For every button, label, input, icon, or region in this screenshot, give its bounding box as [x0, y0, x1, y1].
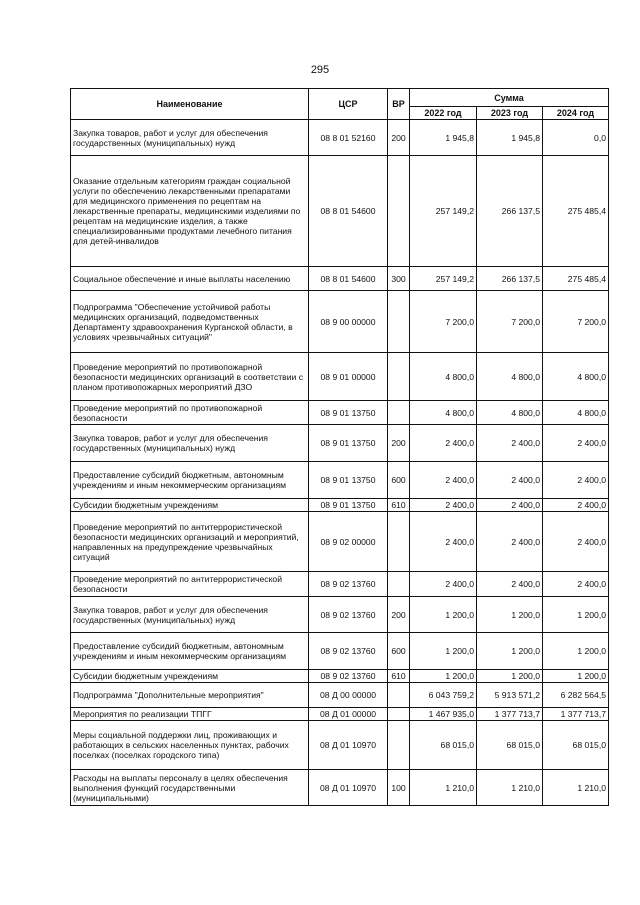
row-value-2023: 266 137,5 — [477, 156, 543, 267]
row-csr: 08 9 01 00000 — [309, 353, 388, 401]
row-value-2023: 2 400,0 — [477, 499, 543, 512]
row-name: Подпрограмма "Обеспечение устойчивой работы медицинских организаций, подведомственных Департаменту здравоохранения Курганской области, в условиях чрезвычайных ситуаций" — [71, 291, 309, 353]
row-value-2024: 2 400,0 — [543, 572, 609, 597]
table-body — [71, 120, 609, 806]
header-year-2022: 2022 год — [410, 107, 477, 120]
row-value-2023: 5 913 571,2 — [477, 683, 543, 708]
row-name: Расходы на выплаты персоналу в целях обеспечения выполнения функций государственными (муниципальными) — [71, 770, 309, 806]
row-value-2024: 6 282 564,5 — [543, 683, 609, 708]
row-csr: 08 9 01 13750 — [309, 499, 388, 512]
row-vr: 610 — [388, 670, 410, 683]
row-csr: 08 9 02 13760 — [309, 633, 388, 670]
row-vr — [388, 353, 410, 401]
row-value-2022: 4 800,0 — [410, 401, 477, 425]
row-vr — [388, 708, 410, 721]
row-name: Социальное обеспечение и иные выплаты населению — [71, 267, 309, 291]
row-value-2023: 2 400,0 — [477, 462, 543, 499]
row-value-2023: 1 945,8 — [477, 120, 543, 156]
row-value-2023: 68 015,0 — [477, 721, 543, 770]
row-vr: 200 — [388, 597, 410, 633]
table-row — [71, 267, 609, 291]
row-value-2022: 1 945,8 — [410, 120, 477, 156]
table-row — [71, 353, 609, 401]
row-name: Проведение мероприятий по антитеррористической безопасности медицинских организаций и мероприятий, направленных на предупреждение чрезвычайных ситуаций — [71, 512, 309, 572]
row-vr — [388, 721, 410, 770]
table-row — [71, 683, 609, 708]
row-value-2024: 1 377 713,7 — [543, 708, 609, 721]
row-vr — [388, 512, 410, 572]
row-vr — [388, 572, 410, 597]
row-csr: 08 8 01 54600 — [309, 156, 388, 267]
row-value-2023: 2 400,0 — [477, 425, 543, 462]
row-value-2022: 6 043 759,2 — [410, 683, 477, 708]
row-value-2024: 1 200,0 — [543, 597, 609, 633]
row-name: Закупка товаров, работ и услуг для обеспечения государственных (муниципальных) нужд — [71, 597, 309, 633]
row-value-2023: 1 200,0 — [477, 597, 543, 633]
row-vr: 600 — [388, 633, 410, 670]
row-vr: 610 — [388, 499, 410, 512]
row-csr: 08 Д 01 10970 — [309, 770, 388, 806]
row-vr — [388, 156, 410, 267]
row-csr: 08 9 02 13760 — [309, 572, 388, 597]
row-name: Проведение мероприятий по противопожарной безопасности медицинских организаций в соответствии с планом противопожарных мероприятий ДЗО — [71, 353, 309, 401]
row-value-2023: 4 800,0 — [477, 353, 543, 401]
row-value-2024: 4 800,0 — [543, 401, 609, 425]
table-row — [71, 425, 609, 462]
row-name: Субсидии бюджетным учреждениям — [71, 670, 309, 683]
row-value-2022: 68 015,0 — [410, 721, 477, 770]
row-csr: 08 9 01 13750 — [309, 425, 388, 462]
row-name: Меры социальной поддержки лиц, проживающих и работающих в сельских населенных пунктах, рабочих поселках (поселках городского типа) — [71, 721, 309, 770]
row-vr: 200 — [388, 425, 410, 462]
row-name: Предоставление субсидий бюджетным, автономным учреждениям и иным некоммерческим организациям — [71, 462, 309, 499]
table-row — [71, 291, 609, 353]
row-value-2024: 2 400,0 — [543, 512, 609, 572]
page-number: 295 — [310, 64, 330, 76]
row-vr: 200 — [388, 120, 410, 156]
row-csr: 08 9 01 13750 — [309, 462, 388, 499]
row-csr: 08 Д 00 00000 — [309, 683, 388, 708]
row-csr: 08 8 01 54600 — [309, 267, 388, 291]
row-value-2022: 4 800,0 — [410, 353, 477, 401]
table-row — [71, 499, 609, 512]
row-value-2022: 2 400,0 — [410, 462, 477, 499]
table-row — [71, 156, 609, 267]
row-csr: 08 9 02 13760 — [309, 670, 388, 683]
row-value-2022: 2 400,0 — [410, 499, 477, 512]
row-value-2023: 266 137,5 — [477, 267, 543, 291]
row-csr: 08 9 00 00000 — [309, 291, 388, 353]
row-value-2024: 275 485,4 — [543, 156, 609, 267]
row-vr: 100 — [388, 770, 410, 806]
row-value-2024: 2 400,0 — [543, 499, 609, 512]
row-vr — [388, 291, 410, 353]
row-value-2023: 1 200,0 — [477, 670, 543, 683]
table-row — [71, 120, 609, 156]
row-name: Субсидии бюджетным учреждениям — [71, 499, 309, 512]
row-vr — [388, 401, 410, 425]
row-name: Проведение мероприятий по антитеррористической безопасности — [71, 572, 309, 597]
row-name: Подпрограмма "Дополнительные мероприятия" — [71, 683, 309, 708]
table-row — [71, 770, 609, 806]
budget-table — [70, 88, 609, 806]
row-value-2022: 257 149,2 — [410, 156, 477, 267]
row-value-2023: 4 800,0 — [477, 401, 543, 425]
table-row — [71, 572, 609, 597]
row-value-2024: 1 200,0 — [543, 670, 609, 683]
table-row — [71, 708, 609, 721]
table-row — [71, 597, 609, 633]
row-value-2022: 1 200,0 — [410, 597, 477, 633]
row-csr: 08 9 02 00000 — [309, 512, 388, 572]
row-vr: 300 — [388, 267, 410, 291]
row-value-2023: 1 210,0 — [477, 770, 543, 806]
row-value-2023: 2 400,0 — [477, 572, 543, 597]
row-vr: 600 — [388, 462, 410, 499]
row-value-2024: 7 200,0 — [543, 291, 609, 353]
row-csr: 08 Д 01 00000 — [309, 708, 388, 721]
row-value-2024: 2 400,0 — [543, 462, 609, 499]
row-csr: 08 9 01 13750 — [309, 401, 388, 425]
header-year-2023: 2023 год — [477, 107, 543, 120]
row-value-2024: 2 400,0 — [543, 425, 609, 462]
row-value-2022: 1 467 935,0 — [410, 708, 477, 721]
header-name: Наименование — [71, 89, 309, 120]
table-row — [71, 512, 609, 572]
table-row — [71, 633, 609, 670]
row-value-2022: 2 400,0 — [410, 572, 477, 597]
table-row — [71, 462, 609, 499]
row-value-2024: 1 210,0 — [543, 770, 609, 806]
row-name: Мероприятия по реализации ТПГГ — [71, 708, 309, 721]
table-row — [71, 401, 609, 425]
row-value-2024: 1 200,0 — [543, 633, 609, 670]
row-value-2023: 1 377 713,7 — [477, 708, 543, 721]
row-value-2024: 275 485,4 — [543, 267, 609, 291]
row-value-2022: 257 149,2 — [410, 267, 477, 291]
row-name: Закупка товаров, работ и услуг для обеспечения государственных (муниципальных) нужд — [71, 120, 309, 156]
table-header — [71, 89, 609, 120]
table-row — [71, 670, 609, 683]
row-value-2023: 7 200,0 — [477, 291, 543, 353]
row-value-2024: 0,0 — [543, 120, 609, 156]
header-csr: ЦСР — [309, 89, 388, 120]
row-csr: 08 8 01 52160 — [309, 120, 388, 156]
row-value-2024: 68 015,0 — [543, 721, 609, 770]
header-year-2024: 2024 год — [543, 107, 609, 120]
row-value-2024: 4 800,0 — [543, 353, 609, 401]
row-name: Оказание отдельным категориям граждан социальной услуги по обеспечению лекарственными препаратами для медицинского применения по рецептам на лекарственные препараты, медицинскими изделиями по рецептам на медицинские изделия, а также специализированными продуктами лечебного питания для детей-инвалидов — [71, 156, 309, 267]
row-value-2022: 1 200,0 — [410, 633, 477, 670]
row-value-2023: 1 200,0 — [477, 633, 543, 670]
row-name: Проведение мероприятий по противопожарной безопасности — [71, 401, 309, 425]
row-name: Предоставление субсидий бюджетным, автономным учреждениям и иным некоммерческим организациям — [71, 633, 309, 670]
header-sum: Сумма — [410, 89, 609, 107]
row-value-2022: 1 200,0 — [410, 670, 477, 683]
row-csr: 08 9 02 13760 — [309, 597, 388, 633]
row-name: Закупка товаров, работ и услуг для обеспечения государственных (муниципальных) нужд — [71, 425, 309, 462]
row-value-2022: 2 400,0 — [410, 425, 477, 462]
row-value-2022: 7 200,0 — [410, 291, 477, 353]
row-csr: 08 Д 01 10970 — [309, 721, 388, 770]
row-value-2022: 1 210,0 — [410, 770, 477, 806]
header-vr: ВР — [388, 89, 410, 120]
row-value-2022: 2 400,0 — [410, 512, 477, 572]
table-row — [71, 721, 609, 770]
row-vr — [388, 683, 410, 708]
row-value-2023: 2 400,0 — [477, 512, 543, 572]
